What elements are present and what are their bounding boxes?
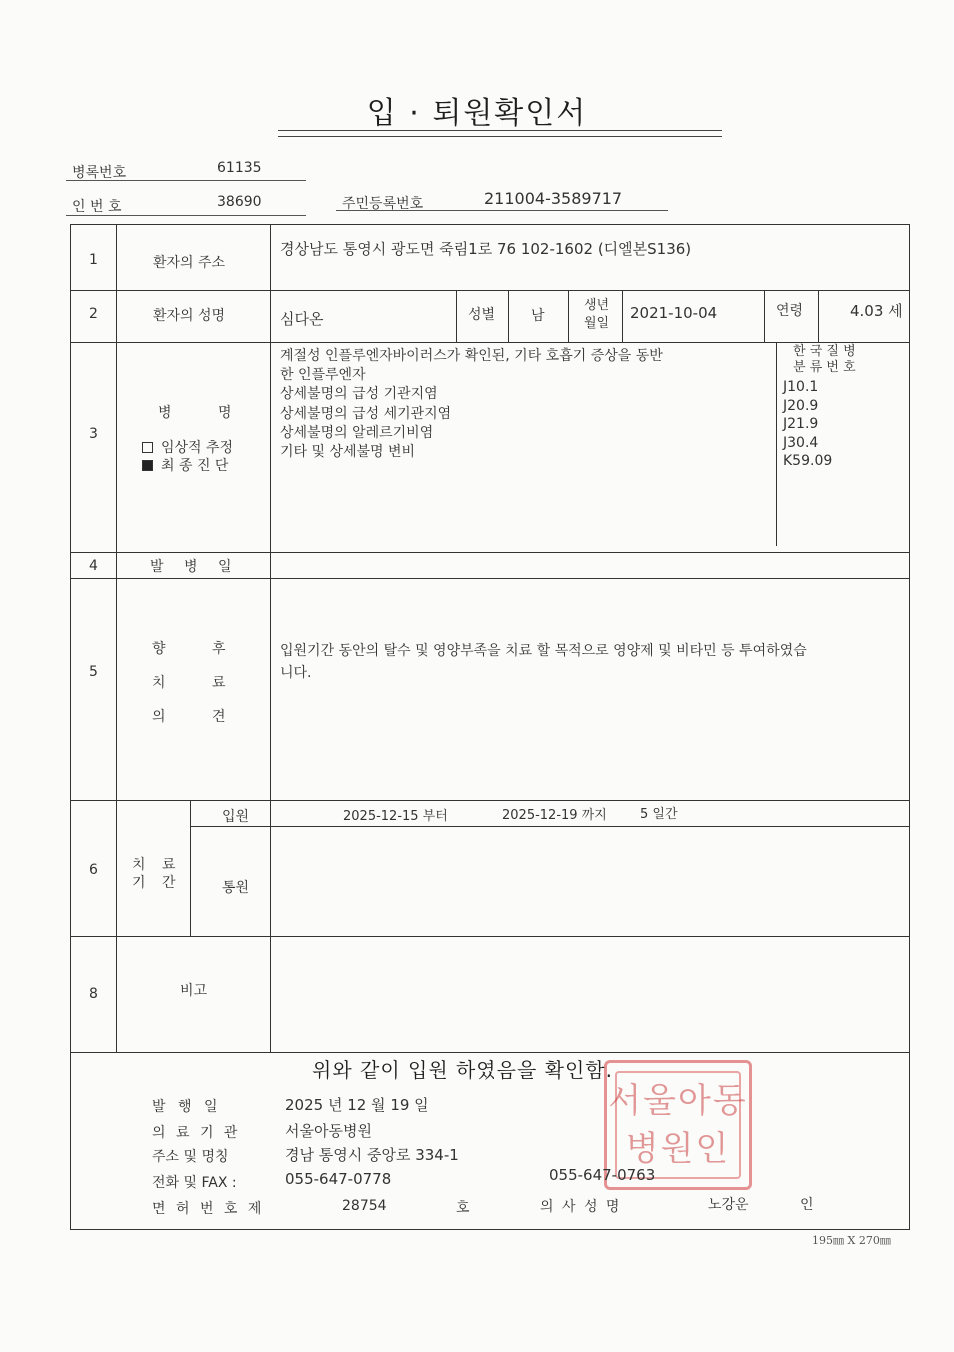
row2-number: 2: [89, 306, 98, 322]
admit-label: 입원: [222, 809, 250, 825]
resident-no-label: 주민등록번호: [342, 196, 424, 212]
institution-value: 서울아동병원: [285, 1122, 372, 1140]
diagnosis-line: 상세불명의 알레르기비염: [280, 424, 434, 441]
row1-number: 1: [89, 252, 98, 268]
cert-no-value: 38690: [217, 194, 262, 210]
row5-number: 5: [89, 664, 98, 680]
cert-no-label: 인 번 호: [72, 199, 122, 215]
row4-bottom-line: [70, 578, 910, 579]
admit-to: 2025-12-19 까지: [502, 808, 607, 823]
license-label: 면 허 번 호 제: [152, 1201, 265, 1217]
doctor-name: 노강운: [708, 1197, 749, 1213]
issue-date-label: 발 행 일: [152, 1099, 222, 1115]
kcd-code: J20.9: [783, 397, 819, 414]
age-value: 4.03 세: [850, 302, 903, 320]
prognosis-label-b2: 료: [212, 675, 226, 691]
title-underline-1: [278, 130, 722, 131]
resident-no-value: 211004-3589717: [484, 189, 623, 208]
num-col-line: [116, 224, 117, 1052]
period-label-2: 기 간: [132, 875, 182, 891]
admit-days: 5 일간: [640, 807, 678, 822]
final-diagnosis-label: 최 종 진 단: [161, 458, 229, 474]
hospital-address: 경남 통영시 중앙로 334-1: [285, 1146, 459, 1164]
phone-fax-label: 전화 및 FAX :: [152, 1175, 237, 1191]
license-number: 28754: [342, 1198, 387, 1214]
diagnosis-list: [280, 347, 663, 462]
address-name-label: 주소 및 명칭: [152, 1149, 229, 1165]
address-value: 경상남도 통영시 광도면 죽림1로 76 102-1602 (디엘본S136): [280, 240, 692, 258]
remarks-label: 비고: [180, 983, 208, 999]
kcd-label-2: 분 류 번 호: [793, 360, 856, 375]
dob-label-1: 생년: [584, 298, 610, 313]
document-title: 입 · 퇴원확인서: [366, 96, 588, 131]
fax-number: 055-647-0763: [549, 1166, 656, 1184]
diagnosis-line: 기타 및 상세불명 변비: [280, 444, 416, 461]
treatment-opinion-line-1: 입원기간 동안의 탈수 및 영양부족을 치료 할 목적으로 영양제 및 비타민 등 투여하였습: [280, 643, 807, 659]
patient-name: 심다온: [280, 310, 324, 328]
label-col-line-lower: [270, 800, 271, 1052]
clinical-estimate-label: 임상적 추정: [161, 440, 234, 456]
clinical-estimate-option: [142, 437, 233, 457]
treatment-opinion-line-2: 니다.: [280, 665, 312, 681]
phone-number: 055-647-0778: [285, 1170, 392, 1188]
sex-value: 남: [531, 308, 545, 324]
row3-number: 3: [89, 426, 98, 442]
diagnosis-line: 상세불명의 급성 기관지염: [280, 386, 438, 403]
prognosis-label-b1: 치: [152, 675, 166, 691]
paper-size-note: 195㎜ X 270㎜: [812, 1234, 891, 1247]
row3-bottom-line: [70, 552, 910, 553]
kcd-code: J30.4: [783, 434, 819, 451]
sex-value-col-line: [568, 290, 569, 342]
record-no-value: 61135: [217, 160, 262, 176]
diagnosis-label-1: 병: [158, 405, 172, 421]
age-label: 연령: [776, 303, 804, 319]
diagnosis-line: 상세불명의 급성 세기관지염: [280, 405, 452, 422]
dob-label-col-line: [622, 290, 623, 342]
address-label: 환자의 주소: [153, 255, 226, 271]
dob-label-2: 월일: [584, 316, 610, 331]
period-sub-col-line: [190, 800, 191, 936]
cert-no-underline: [66, 215, 306, 216]
kcd-code: K59.09: [783, 453, 833, 470]
kcd-label-1: 한 국 질 병: [793, 344, 856, 359]
row6-number: 6: [89, 862, 98, 878]
onset-label: 발 병 일: [150, 559, 240, 575]
outpatient-label: 통원: [222, 880, 250, 896]
confirmation-statement: 위와 같이 입원 하였음을 확인함.: [312, 1058, 613, 1082]
prognosis-label-c1: 의: [152, 709, 166, 725]
prognosis-label-a1: 향: [152, 641, 166, 657]
name-col-line: [456, 290, 457, 342]
record-no-label: 병록번호: [72, 165, 127, 181]
seal-lettering: 서울아동 병원인: [608, 1081, 748, 1169]
final-diagnosis-option: [142, 455, 228, 475]
dob-value-col-line: [764, 290, 765, 342]
row4-number: 4: [89, 558, 98, 574]
dob-value: 2021-10-04: [630, 304, 718, 322]
kcd-code: J10.1: [783, 379, 819, 395]
issue-date-value: 2025 년 12 월 19 일: [285, 1096, 429, 1114]
kcd-code: J21.9: [783, 416, 819, 433]
row5-bottom-line: [70, 800, 910, 801]
kcd-code-list: [783, 378, 832, 471]
diagnosis-line: 한 인플루엔자: [280, 367, 366, 384]
prognosis-label-c2: 견: [212, 709, 226, 725]
institution-label: 의 료 기 관: [152, 1125, 241, 1141]
period-label-1: 치 료: [132, 857, 182, 873]
row8-number: 8: [89, 986, 98, 1002]
prognosis-label-a2: 후: [212, 641, 226, 657]
title-underline-2: [278, 136, 722, 137]
row6-bottom-line: [70, 936, 910, 937]
row8-bottom-line: [70, 1052, 910, 1053]
diagnosis-line: 계절성 인플루엔자바이러스가 확인된, 기타 호흡기 증상을 동반: [280, 348, 663, 364]
record-no-underline: [66, 180, 306, 181]
code-col-line: [776, 342, 777, 546]
diagnosis-label-2: 명: [218, 405, 232, 421]
license-suffix: 호: [456, 1200, 470, 1216]
doctor-name-label: 의 사 성 명: [540, 1199, 622, 1215]
label-col-line: [270, 224, 271, 802]
final-diagnosis-checkbox: [142, 460, 153, 471]
age-label-col-line: [818, 290, 819, 342]
name-label: 환자의 성명: [153, 308, 226, 324]
sex-label-col-line: [508, 290, 509, 342]
admit-row-bottom-line: [190, 826, 910, 827]
row1-bottom-line: [70, 290, 910, 291]
seal-mark: 인: [800, 1197, 814, 1213]
resident-no-underline: [336, 210, 668, 211]
admit-from: 2025-12-15 부터: [343, 809, 448, 824]
clinical-estimate-checkbox: [142, 442, 153, 453]
sex-label: 성별: [468, 307, 496, 323]
row2-bottom-line: [70, 342, 910, 343]
